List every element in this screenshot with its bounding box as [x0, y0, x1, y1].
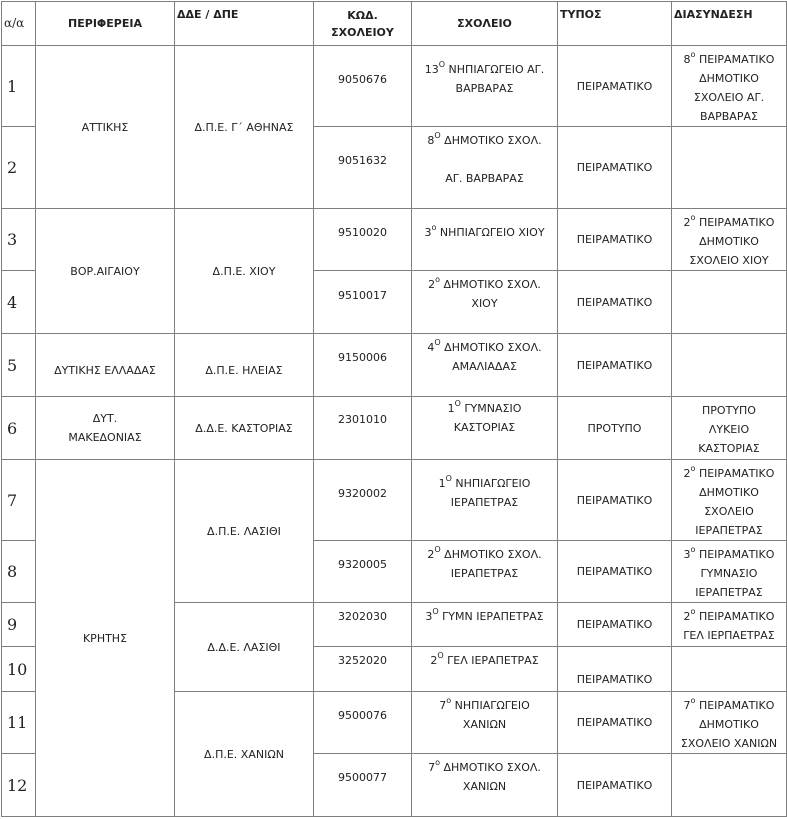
link-cell	[672, 271, 787, 334]
link-ordinal: 7	[683, 699, 691, 712]
directorate-cell: Δ.Π.Ε. ΧΙΟΥ	[175, 209, 314, 334]
school-cell	[412, 46, 558, 127]
link-cell	[672, 603, 787, 647]
school-cell	[412, 754, 558, 817]
header-link: ΔΙΑΣΥΝΔΕΣΗ	[672, 2, 787, 46]
link-ordinal-sup: ο	[690, 607, 696, 616]
ordinal-sup: ο	[435, 275, 440, 284]
header-code: ΚΩΔ. ΣΧΟΛΕΙΟΥ	[314, 2, 412, 46]
school-name: ΓΥΜΝΑΣΙΟ ΚΑΣΤΟΡΙΑΣ	[453, 402, 522, 434]
row-number: 2	[2, 127, 36, 209]
link-ordinal-sup: ο	[690, 50, 696, 59]
link-cell	[672, 541, 787, 603]
directorate-cell: Δ.Π.Ε. Γ΄ ΑΘΗΝΑΣ	[175, 46, 314, 209]
ordinal: 3	[425, 610, 433, 623]
school-cell	[412, 460, 558, 541]
link-ordinal-sup: ο	[690, 696, 696, 705]
ordinal: 3	[424, 226, 432, 239]
ordinal-sup: ο	[446, 696, 452, 705]
school-code: 9510020	[314, 209, 412, 271]
ordinal-sup: Ο	[432, 607, 439, 616]
school-code: 9050676	[314, 46, 412, 127]
school-code: 9500077	[314, 754, 412, 817]
school-cell	[412, 541, 558, 603]
link-name: ΠΕΙΡΑΜΑΤΙΚΟ ΓΕΛ ΙΕΡΠΑΕΤΡΑΣ	[683, 610, 775, 642]
ordinal-sup: Ο	[438, 60, 446, 69]
school-cell	[412, 271, 558, 334]
school-type: ΠΕΙΡΑΜΑΤΙΚΟ	[558, 46, 672, 127]
school-type: ΠΡΟΤΥΠΟ	[558, 397, 672, 460]
region-cell: ΒΟΡ.ΑΙΓΑΙΟΥ	[36, 209, 175, 334]
school-name: ΔΗΜΟΤΙΚΟ ΣΧΟΛ. ΑΜΑΛΙΑΔΑΣ	[444, 341, 542, 373]
link-name: ΠΕΙΡΑΜΑΤΙΚΟ ΓΥΜΝΑΣΙΟ ΙΕΡΑΠΕΤΡΑΣ	[695, 548, 775, 599]
link-ordinal-sup: ο	[690, 545, 696, 554]
school-type: ΠΕΙΡΑΜΑΤΙΚΟ	[558, 647, 672, 692]
ordinal: 1	[447, 402, 455, 415]
table-row	[2, 460, 787, 541]
school-name: ΓΥΜΝ ΙΕΡΑΠΕΤΡΑΣ	[442, 610, 544, 623]
row-number: 1	[2, 46, 36, 127]
link-cell	[672, 209, 787, 271]
row-number: 10	[2, 647, 36, 692]
school-name: ΝΗΠΙΑΓΩΓΕΙΟ ΧΑΝΙΩΝ	[454, 699, 530, 731]
link-name: ΠΕΙΡΑΜΑΤΙΚΟ ΔΗΜΟΤΙΚΟ ΣΧΟΛΕΙΟ ΑΓ. ΒΑΡΒΑΡΑΣ	[693, 53, 775, 123]
ordinal-sup: Ο	[454, 399, 461, 408]
school-name: ΔΗΜΟΤΙΚΟ ΣΧΟΛ. ΙΕΡΑΠΕΤΡΑΣ	[444, 548, 542, 580]
link-name: ΠΕΙΡΑΜΑΤΙΚΟ ΔΗΜΟΤΙΚΟ ΣΧΟΛΕΙΟ ΧΙΟΥ	[689, 216, 775, 267]
ordinal: 1	[438, 477, 446, 490]
row-number: 5	[2, 334, 36, 397]
school-type: ΠΕΙΡΑΜΑΤΙΚΟ	[558, 209, 672, 271]
school-code: 9510017	[314, 271, 412, 334]
ordinal: 2	[430, 654, 438, 667]
school-name: ΓΕΛ ΙΕΡΑΠΕΤΡΑΣ	[447, 654, 539, 667]
school-cell	[412, 603, 558, 647]
school-name: ΔΗΜΟΤΙΚΟ ΣΧΟΛ. ΧΑΝΙΩΝ	[443, 761, 541, 793]
school-cell	[412, 209, 558, 271]
ordinal-sup: Ο	[434, 338, 441, 347]
school-code: 9500076	[314, 692, 412, 754]
link-cell	[672, 754, 787, 817]
school-type: ΠΕΙΡΑΜΑΤΙΚΟ	[558, 541, 672, 603]
directorate-cell: Δ.Δ.Ε. ΛΑΣΙΘΙ	[175, 603, 314, 692]
school-cell	[412, 692, 558, 754]
link-ordinal-sup: ο	[690, 464, 696, 473]
school-name: ΝΗΠΙΑΓΩΓΕΙΟ ΑΓ. ΒΑΡΒΑΡΑΣ	[448, 63, 545, 95]
ordinal: 8	[427, 134, 435, 147]
link-name: ΠΕΙΡΑΜΑΤΙΚΟ ΔΗΜΟΤΙΚΟ ΣΧΟΛΕΙΟ ΙΕΡΑΠΕΤΡΑΣ	[695, 467, 775, 537]
table-row	[2, 397, 787, 460]
ordinal-sup: Ο	[434, 131, 441, 140]
school-cell	[412, 397, 558, 460]
link-cell	[672, 127, 787, 209]
school-type: ΠΕΙΡΑΜΑΤΙΚΟ	[558, 754, 672, 817]
ordinal-sup: ο	[435, 758, 440, 767]
school-type: ΠΕΙΡΑΜΑΤΙΚΟ	[558, 692, 672, 754]
school-type: ΠΕΙΡΑΜΑΤΙΚΟ	[558, 603, 672, 647]
link-cell	[672, 692, 787, 754]
table-row	[2, 209, 787, 271]
school-type: ΠΕΙΡΑΜΑΤΙΚΟ	[558, 127, 672, 209]
school-name: ΝΗΠΙΑΓΩΓΕΙΟ ΧΙΟΥ	[439, 226, 545, 239]
row-number: 7	[2, 460, 36, 541]
link-ordinal: 2	[683, 216, 691, 229]
school-name: ΔΗΜΟΤΙΚΟ ΣΧΟΛ. ΧΙΟΥ	[443, 278, 541, 310]
school-code: 9150006	[314, 334, 412, 397]
header-school: ΣΧΟΛΕΙΟ	[412, 2, 558, 46]
region-cell: ΑΤΤΙΚΗΣ	[36, 46, 175, 209]
school-cell	[412, 647, 558, 692]
ordinal-sup: Ο	[445, 474, 452, 483]
school-type: ΠΕΙΡΑΜΑΤΙΚΟ	[558, 460, 672, 541]
school-name: ΔΗΜΟΤΙΚΟ ΣΧΟΛ. ΑΓ. ΒΑΡΒΑΡΑΣ	[444, 134, 542, 185]
school-cell	[412, 127, 558, 209]
row-number: 9	[2, 603, 36, 647]
link-ordinal: 2	[683, 467, 691, 480]
directorate-cell: Δ.Π.Ε. ΧΑΝΙΩΝ	[175, 692, 314, 817]
link-ordinal: 2	[683, 610, 691, 623]
ordinal-sup: ο	[431, 223, 437, 232]
link-cell	[672, 647, 787, 692]
table-row	[2, 46, 787, 127]
link-cell	[672, 46, 787, 127]
schools-table	[1, 1, 787, 817]
link-cell	[672, 460, 787, 541]
region-cell: ΚΡΗΤΗΣ	[36, 460, 175, 817]
header-type: ΤΥΠΟΣ	[558, 2, 672, 46]
row-number: 11	[2, 692, 36, 754]
header-aa: α/α	[2, 2, 36, 46]
row-number: 6	[2, 397, 36, 460]
ordinal: 7	[439, 699, 447, 712]
school-code: 9051632	[314, 127, 412, 209]
school-cell	[412, 334, 558, 397]
table-row	[2, 334, 787, 397]
link-cell	[672, 334, 787, 397]
row-number: 12	[2, 754, 36, 817]
row-number: 4	[2, 271, 36, 334]
ordinal: 4	[427, 341, 435, 354]
ordinal: 2	[427, 548, 435, 561]
directorate-cell: Δ.Δ.Ε. ΚΑΣΤΟΡΙΑΣ	[175, 397, 314, 460]
ordinal: 7	[428, 761, 436, 774]
directorate-cell: Δ.Π.Ε. ΛΑΣΙΘΙ	[175, 460, 314, 603]
ordinal: 2	[428, 278, 436, 291]
header-row	[2, 2, 787, 46]
row-number: 3	[2, 209, 36, 271]
directorate-cell: Δ.Π.Ε. ΗΛΕΙΑΣ	[175, 334, 314, 397]
link-name: ΠΕΙΡΑΜΑΤΙΚΟ ΔΗΜΟΤΙΚΟ ΣΧΟΛΕΙΟ ΧΑΝΙΩΝ	[680, 699, 778, 750]
school-code: 3252020	[314, 647, 412, 692]
region-cell: ΔΥΤ. ΜΑΚΕΔΟΝΙΑΣ	[36, 397, 175, 460]
school-code: 9320002	[314, 460, 412, 541]
link-ordinal: 3	[683, 548, 691, 561]
school-type: ΠΕΙΡΑΜΑΤΙΚΟ	[558, 334, 672, 397]
ordinal: 13	[424, 63, 439, 76]
school-code: 2301010	[314, 397, 412, 460]
school-code: 9320005	[314, 541, 412, 603]
ordinal-sup: Ο	[437, 651, 444, 660]
link-ordinal-sup: ο	[690, 213, 696, 222]
row-number: 8	[2, 541, 36, 603]
link-cell: ΠΡΟΤΥΠΟ ΛΥΚΕΙΟ ΚΑΣΤΟΡΙΑΣ	[672, 397, 787, 460]
header-directorate: ΔΔΕ / ΔΠΕ	[175, 2, 314, 46]
region-cell: ΔΥΤΙΚΗΣ ΕΛΛΑΔΑΣ	[36, 334, 175, 397]
school-code: 3202030	[314, 603, 412, 647]
header-region: ΠΕΡΙΦΕΡΕΙΑ	[36, 2, 175, 46]
school-type: ΠΕΙΡΑΜΑΤΙΚΟ	[558, 271, 672, 334]
link-ordinal: 8	[683, 53, 691, 66]
school-name: ΝΗΠΙΑΓΩΓΕΙΟ ΙΕΡΑΠΕΤΡΑΣ	[450, 477, 531, 509]
ordinal-sup: Ο	[434, 545, 441, 554]
